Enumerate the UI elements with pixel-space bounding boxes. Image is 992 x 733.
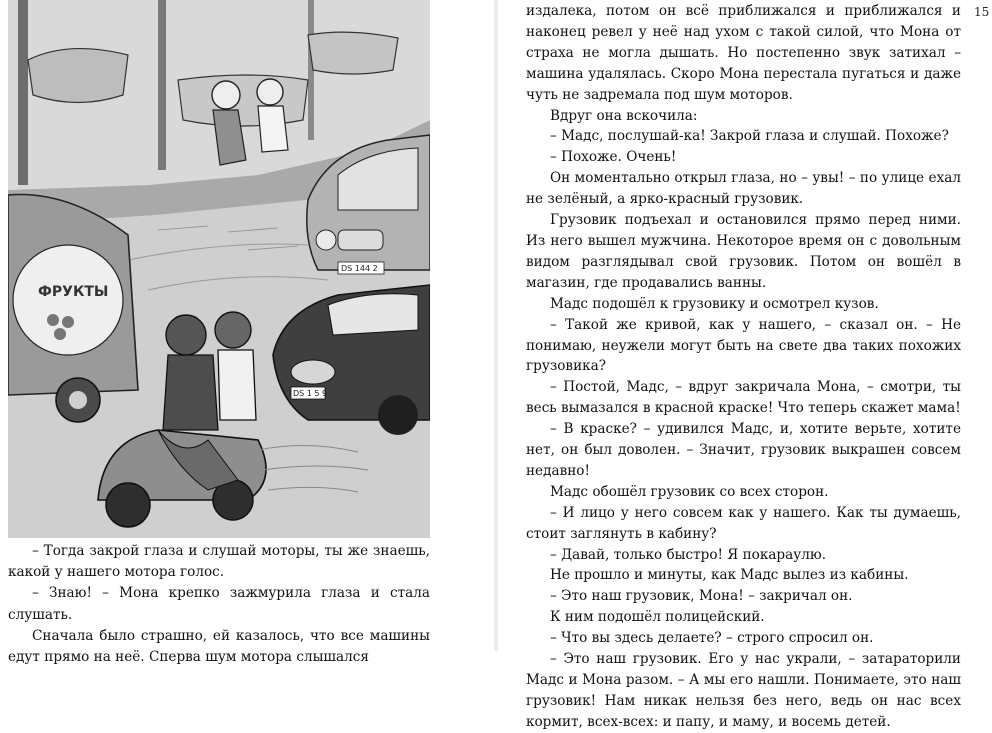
left-page — [0, 0, 496, 666]
page-number: 15 — [974, 5, 990, 19]
paragraph: – Тогда закрой глаза и слушай моторы, ты же знаешь, какой у нашего мотора голос. — [8, 543, 430, 581]
car-plate-2: DS 1 5 9 — [293, 389, 328, 398]
paragraph: Сначала было страшно, ей казалось, что все машины едут прямо на неё. Сперва шум мотора слышался — [8, 627, 430, 666]
car-plate-1: DS 144 2 — [341, 264, 378, 273]
right-page — [496, 0, 992, 730]
paragraph: издалека, потом он всё приближался и приближался и наконец ревел у неё над ухом с такой силой, что Мона от страха не могла дышать. Но постепенно звук затихал – машина удалялась. Скоро Мона перестала пугаться и даже чуть не задремала под шум моторов. — [526, 3, 961, 103]
paragraph: – В краске? – удивился Мадс, и, хотите верьте, хотите нет, он был доволен. – Значит, грузовик выкрашен совсем недавно! — [526, 421, 961, 479]
paragraph: – Мадс, послушай-ка! Закрой глаза и слушай. Похоже? — [550, 128, 949, 145]
paragraph: – Знаю! – Мона крепко зажмурила глаза и стала слушать. — [8, 585, 430, 623]
left-page-text — [8, 541, 430, 668]
paragraph: – Давай, только быстро! Я покараулю. — [550, 546, 827, 563]
paragraph: Не прошло и минуты, как Мадс вылез из кабины. — [550, 567, 909, 584]
truck-sign: ФРУКТЫ — [38, 284, 109, 300]
paragraph: Мадс обошёл грузовик со всех сторон. — [550, 483, 829, 500]
paragraph: – Что вы здесь делаете? – строго спросил он. — [550, 630, 874, 647]
paragraph: – Это наш грузовик, Мона! – закричал он. — [550, 588, 853, 605]
paragraph: Грузовик подъехал и остановился прямо перед ними. Из него вышел мужчина. Некоторое время он с довольным видом разглядывал свой грузовик. Потом он вошёл в магазин, где продавались ванны. — [526, 212, 961, 291]
paragraph: – Постой, Мадс, – вдруг закричала Мона, – смотри, ты весь вымазался в красной краске! Что теперь скажет мама! — [526, 379, 961, 417]
street-scene-illustration — [8, 0, 430, 538]
paragraph: К ним подошёл полицейский. — [550, 609, 765, 626]
paragraph: – И лицо у него совсем как у нашего. Как ты думаешь, стоит заглянуть в кабину? — [526, 504, 961, 542]
paragraph: – Похоже. Очень! — [550, 149, 677, 166]
paragraph: – Это наш грузовик. Его у нас украли, – затараторили Мадс и Мона разом. – А мы его нашли. Понимаете, это наш грузовик! Нам никак нельзя без него, ведь он нас всех кормит, всех-всех: и папу, и маму, и восемь детей. — [526, 651, 961, 730]
paragraph: – Такой же кривой, как у нашего, – сказал он. – Не понимаю, неужели могут быть на свете два таких похожих грузовика? — [526, 316, 961, 375]
paragraph: Вдруг она вскочила: — [550, 107, 698, 124]
paragraph: Мадс подошёл к грузовику и осмотрел кузов. — [550, 295, 879, 312]
paragraph: Он моментально открыл глаза, но – увы! – по улице ехал не зелёный, а ярко-красный грузовик. — [526, 170, 961, 208]
right-page-text — [526, 1, 961, 733]
